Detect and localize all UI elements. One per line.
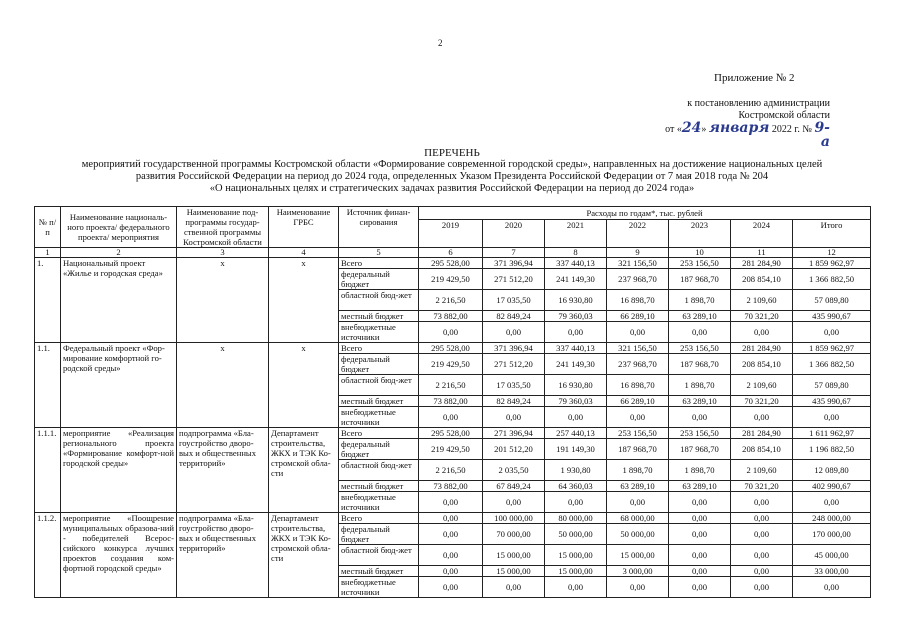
header-year: 2022	[607, 220, 669, 248]
amount-cell: 1 898,70	[607, 460, 669, 481]
amount-cell: 1 930,80	[545, 460, 607, 481]
amount-cell: 0,00	[731, 577, 793, 598]
amount-cell: 0,00	[731, 492, 793, 513]
subprogram-name: х	[177, 343, 269, 428]
amount-cell: 0,00	[419, 577, 483, 598]
amount-cell: 63 289,10	[669, 481, 731, 492]
row-number: 1.	[35, 258, 61, 343]
decree-year: 2022 г. №	[771, 124, 812, 135]
total-cell: 33 000,00	[793, 566, 871, 577]
amount-cell: 1 898,70	[669, 460, 731, 481]
amount-cell: 271 512,20	[483, 269, 545, 290]
header-year: 2023	[669, 220, 731, 248]
column-index: 5	[339, 248, 419, 258]
total-cell: 1 366 882,50	[793, 269, 871, 290]
funding-source: местный бюджет	[339, 311, 419, 322]
document-title	[0, 147, 904, 195]
subprogram-name: подпрограмма «Бла-гоустройство дворо-вых и общественных территорий»	[177, 513, 269, 598]
funding-source: Всего	[339, 258, 419, 269]
amount-cell: 70 321,20	[731, 311, 793, 322]
amount-cell: 64 360,03	[545, 481, 607, 492]
funding-source: областной бюд-жет	[339, 460, 419, 481]
amount-cell: 16 930,80	[545, 375, 607, 396]
title-line-3: «О национальных целях и стратегических задачах развития Российской Федерации на период до 2024 года»	[209, 183, 695, 194]
amount-cell: 16 898,70	[607, 375, 669, 396]
amount-cell: 0,00	[419, 524, 483, 545]
column-index: 3	[177, 248, 269, 258]
total-cell: 0,00	[793, 407, 871, 428]
amount-cell: 67 849,24	[483, 481, 545, 492]
amount-cell: 0,00	[483, 407, 545, 428]
amount-cell: 0,00	[419, 492, 483, 513]
decree-from: от «	[665, 124, 682, 135]
funding-source: местный бюджет	[339, 481, 419, 492]
total-cell: 1 611 962,97	[793, 428, 871, 439]
funding-source: внебюджетные источники	[339, 407, 419, 428]
grbs-name: х	[269, 343, 339, 428]
amount-cell: 0,00	[731, 322, 793, 343]
amount-cell: 371 396,94	[483, 258, 545, 269]
total-cell: 402 990,67	[793, 481, 871, 492]
total-cell: 248 000,00	[793, 513, 871, 524]
measure-name: мероприятие «Реализация регионального проекта «Формирование комфорт-ной городской среды»	[61, 428, 177, 513]
column-index: 8	[545, 248, 607, 258]
funding-source: областной бюд-жет	[339, 290, 419, 311]
amount-cell: 1 898,70	[669, 290, 731, 311]
amount-cell: 271 396,94	[483, 428, 545, 439]
amount-cell: 191 149,30	[545, 439, 607, 460]
amount-cell: 0,00	[545, 322, 607, 343]
page-number: 2	[438, 38, 443, 48]
column-index: 7	[483, 248, 545, 258]
amount-cell: 0,00	[669, 492, 731, 513]
amount-cell: 187 968,70	[607, 439, 669, 460]
amount-cell: 79 360,03	[545, 396, 607, 407]
decree-reference	[660, 98, 830, 150]
table-row	[35, 258, 871, 269]
table-row	[35, 428, 871, 439]
total-cell: 1 859 962,97	[793, 343, 871, 354]
funding-source: федеральный бюджет	[339, 524, 419, 545]
amount-cell: 82 849,24	[483, 311, 545, 322]
amount-cell: 2 035,50	[483, 460, 545, 481]
grbs-name: Департамент строительства, ЖКХ и ТЭК Ко-стромской обла-сти	[269, 513, 339, 598]
total-cell: 1 859 962,97	[793, 258, 871, 269]
amount-cell: 201 512,20	[483, 439, 545, 460]
amount-cell: 219 429,50	[419, 354, 483, 375]
amount-cell: 237 968,70	[607, 354, 669, 375]
column-index: 2	[61, 248, 177, 258]
row-number: 1.1.2.	[35, 513, 61, 598]
amount-cell: 2 109,60	[731, 375, 793, 396]
column-index: 6	[419, 248, 483, 258]
funding-source: внебюджетные источники	[339, 322, 419, 343]
title-heading: ПЕРЕЧЕНЬ	[424, 147, 480, 159]
subprogram-name: х	[177, 258, 269, 343]
table-row	[35, 343, 871, 354]
amount-cell: 79 360,03	[545, 311, 607, 322]
amount-cell: 187 968,70	[669, 439, 731, 460]
decree-quote: »	[701, 124, 707, 135]
amount-cell: 281 284,90	[731, 428, 793, 439]
amount-cell: 15 000,00	[607, 545, 669, 566]
amount-cell: 321 156,50	[607, 258, 669, 269]
amount-cell: 208 854,10	[731, 439, 793, 460]
funding-source: местный бюджет	[339, 566, 419, 577]
funding-source: областной бюд-жет	[339, 545, 419, 566]
amount-cell: 0,00	[669, 513, 731, 524]
decree-line-1: к постановлению администрации	[687, 98, 830, 109]
amount-cell: 0,00	[419, 566, 483, 577]
amount-cell: 281 284,90	[731, 258, 793, 269]
decree-number-handwritten: 9-а	[814, 120, 830, 150]
funding-source: Всего	[339, 428, 419, 439]
amount-cell: 2 216,50	[419, 460, 483, 481]
header-expenses: Расходы по годам*, тыс. рублей	[419, 207, 871, 220]
amount-cell: 0,00	[731, 513, 793, 524]
header-source: Источник финан-сирования	[339, 207, 419, 248]
amount-cell: 219 429,50	[419, 439, 483, 460]
header-total: Итого	[793, 220, 871, 248]
header-year: 2024	[731, 220, 793, 248]
funding-source: местный бюджет	[339, 396, 419, 407]
title-line-2: развития Российской Федерации на период до 2024 года, определенных Указом Президента Российской Федерации от 7 мая 2018 года № 204	[135, 171, 769, 182]
header-no: № п/п	[35, 207, 61, 248]
appendix-label: Приложение № 2	[714, 72, 795, 84]
amount-cell: 73 882,00	[419, 481, 483, 492]
amount-cell: 16 930,80	[545, 290, 607, 311]
amount-cell: 63 289,10	[669, 311, 731, 322]
table-row	[35, 513, 871, 524]
amount-cell: 295 528,00	[419, 343, 483, 354]
amount-cell: 50 000,00	[607, 524, 669, 545]
amount-cell: 0,00	[419, 407, 483, 428]
funding-source: федеральный бюджет	[339, 269, 419, 290]
table-body	[35, 248, 871, 598]
total-cell: 0,00	[793, 322, 871, 343]
funding-source: внебюджетные источники	[339, 492, 419, 513]
amount-cell: 0,00	[731, 545, 793, 566]
header-name: Наименование националь-ного проекта/ федерального проекта/ мероприятия	[61, 207, 177, 248]
amount-cell: 66 289,10	[607, 311, 669, 322]
amount-cell: 2 216,50	[419, 375, 483, 396]
total-cell: 57 089,80	[793, 290, 871, 311]
amount-cell: 371 396,94	[483, 343, 545, 354]
funding-source: Всего	[339, 343, 419, 354]
amount-cell: 2 109,60	[731, 290, 793, 311]
header-grbs: Наименование ГРБС	[269, 207, 339, 248]
total-cell: 45 000,00	[793, 545, 871, 566]
amount-cell: 68 000,00	[607, 513, 669, 524]
amount-cell: 0,00	[607, 492, 669, 513]
column-index: 10	[669, 248, 731, 258]
amount-cell: 15 000,00	[545, 545, 607, 566]
column-index: 4	[269, 248, 339, 258]
amount-cell: 0,00	[545, 407, 607, 428]
amount-cell: 17 035,50	[483, 375, 545, 396]
amount-cell: 208 854,10	[731, 269, 793, 290]
amount-cell: 66 289,10	[607, 396, 669, 407]
amount-cell: 16 898,70	[607, 290, 669, 311]
amount-cell: 241 149,30	[545, 354, 607, 375]
amount-cell: 82 849,24	[483, 396, 545, 407]
amount-cell: 253 156,50	[669, 343, 731, 354]
total-cell: 170 000,00	[793, 524, 871, 545]
amount-cell: 70 321,20	[731, 396, 793, 407]
amount-cell: 0,00	[731, 524, 793, 545]
row-number: 1.1.1.	[35, 428, 61, 513]
amount-cell: 337 440,13	[545, 258, 607, 269]
amount-cell: 0,00	[607, 407, 669, 428]
amount-cell: 253 156,50	[607, 428, 669, 439]
amount-cell: 271 512,20	[483, 354, 545, 375]
funding-source: Всего	[339, 513, 419, 524]
total-cell: 435 990,67	[793, 311, 871, 322]
amount-cell: 0,00	[483, 492, 545, 513]
measure-name: мероприятие «Поощрение муниципальных образова-ний - победителей Всерос-сийского конкурса лучших проектов создания ком-фортной городской среды»	[61, 513, 177, 598]
amount-cell: 0,00	[731, 566, 793, 577]
amount-cell: 0,00	[607, 322, 669, 343]
decree-day-handwritten: 24	[681, 120, 702, 136]
amount-cell: 295 528,00	[419, 428, 483, 439]
amount-cell: 321 156,50	[607, 343, 669, 354]
amount-cell: 0,00	[669, 524, 731, 545]
column-index: 9	[607, 248, 669, 258]
header-year: 2019	[419, 220, 483, 248]
amount-cell: 100 000,00	[483, 513, 545, 524]
amount-cell: 73 882,00	[419, 396, 483, 407]
amount-cell: 17 035,50	[483, 290, 545, 311]
amount-cell: 63 289,10	[607, 481, 669, 492]
amount-cell: 0,00	[669, 407, 731, 428]
amount-cell: 219 429,50	[419, 269, 483, 290]
total-cell: 57 089,80	[793, 375, 871, 396]
amount-cell: 0,00	[731, 407, 793, 428]
amount-cell: 295 528,00	[419, 258, 483, 269]
decree-date-line	[660, 122, 830, 150]
subprogram-name: подпрограмма «Бла-гоустройство дворо-вых и общественных территорий»	[177, 428, 269, 513]
column-index: 12	[793, 248, 871, 258]
amount-cell: 241 149,30	[545, 269, 607, 290]
amount-cell: 15 000,00	[483, 545, 545, 566]
amount-cell: 253 156,50	[669, 258, 731, 269]
amount-cell: 281 284,90	[731, 343, 793, 354]
decree-line-2: Костромской области	[738, 110, 830, 121]
amount-cell: 1 898,70	[669, 375, 731, 396]
total-cell: 12 089,80	[793, 460, 871, 481]
column-index-row	[35, 248, 871, 258]
funding-source: областной бюд-жет	[339, 375, 419, 396]
amount-cell: 0,00	[545, 577, 607, 598]
funding-source: федеральный бюджет	[339, 439, 419, 460]
amount-cell: 50 000,00	[545, 524, 607, 545]
amount-cell: 3 000,00	[607, 566, 669, 577]
amount-cell: 63 289,10	[669, 396, 731, 407]
title-line-1: мероприятий государственной программы Костромской области «Формирование современной городской среды», направленных на достижение национальных целей	[81, 159, 823, 170]
amount-cell: 0,00	[419, 545, 483, 566]
amount-cell: 257 440,13	[545, 428, 607, 439]
total-cell: 0,00	[793, 577, 871, 598]
measure-name: Национальный проект «Жилье и городская среда»	[61, 258, 177, 343]
amount-cell: 2 216,50	[419, 290, 483, 311]
grbs-name: Департамент строительства, ЖКХ и ТЭК Ко-стромской обла-сти	[269, 428, 339, 513]
amount-cell: 208 854,10	[731, 354, 793, 375]
total-cell: 435 990,67	[793, 396, 871, 407]
amount-cell: 70 000,00	[483, 524, 545, 545]
amount-cell: 187 968,70	[669, 354, 731, 375]
amount-cell: 0,00	[669, 545, 731, 566]
table-header	[35, 207, 871, 248]
amount-cell: 0,00	[545, 492, 607, 513]
amount-cell: 80 000,00	[545, 513, 607, 524]
total-cell: 0,00	[793, 492, 871, 513]
column-index: 1	[35, 248, 61, 258]
amount-cell: 0,00	[669, 577, 731, 598]
total-cell: 1 366 882,50	[793, 354, 871, 375]
funding-source: внебюджетные источники	[339, 577, 419, 598]
amount-cell: 73 882,00	[419, 311, 483, 322]
header-year: 2020	[483, 220, 545, 248]
amount-cell: 0,00	[483, 322, 545, 343]
amount-cell: 2 109,60	[731, 460, 793, 481]
amount-cell: 0,00	[669, 566, 731, 577]
measures-table	[34, 206, 871, 598]
amount-cell: 237 968,70	[607, 269, 669, 290]
amount-cell: 0,00	[419, 513, 483, 524]
amount-cell: 15 000,00	[483, 566, 545, 577]
total-cell: 1 196 882,50	[793, 439, 871, 460]
amount-cell: 253 156,50	[669, 428, 731, 439]
amount-cell: 337 440,13	[545, 343, 607, 354]
grbs-name: х	[269, 258, 339, 343]
header-subprogram: Наименование под-программы государ-ственной программы Костромской области	[177, 207, 269, 248]
amount-cell: 0,00	[669, 322, 731, 343]
measure-name: Федеральный проект «Фор-мирование комфортной го-родской среды»	[61, 343, 177, 428]
amount-cell: 0,00	[483, 577, 545, 598]
row-number: 1.1.	[35, 343, 61, 428]
decree-month-handwritten: января	[708, 120, 770, 136]
amount-cell: 187 968,70	[669, 269, 731, 290]
header-year: 2021	[545, 220, 607, 248]
funding-source: федеральный бюджет	[339, 354, 419, 375]
amount-cell: 0,00	[607, 577, 669, 598]
column-index: 11	[731, 248, 793, 258]
amount-cell: 0,00	[419, 322, 483, 343]
amount-cell: 15 000,00	[545, 566, 607, 577]
amount-cell: 70 321,20	[731, 481, 793, 492]
